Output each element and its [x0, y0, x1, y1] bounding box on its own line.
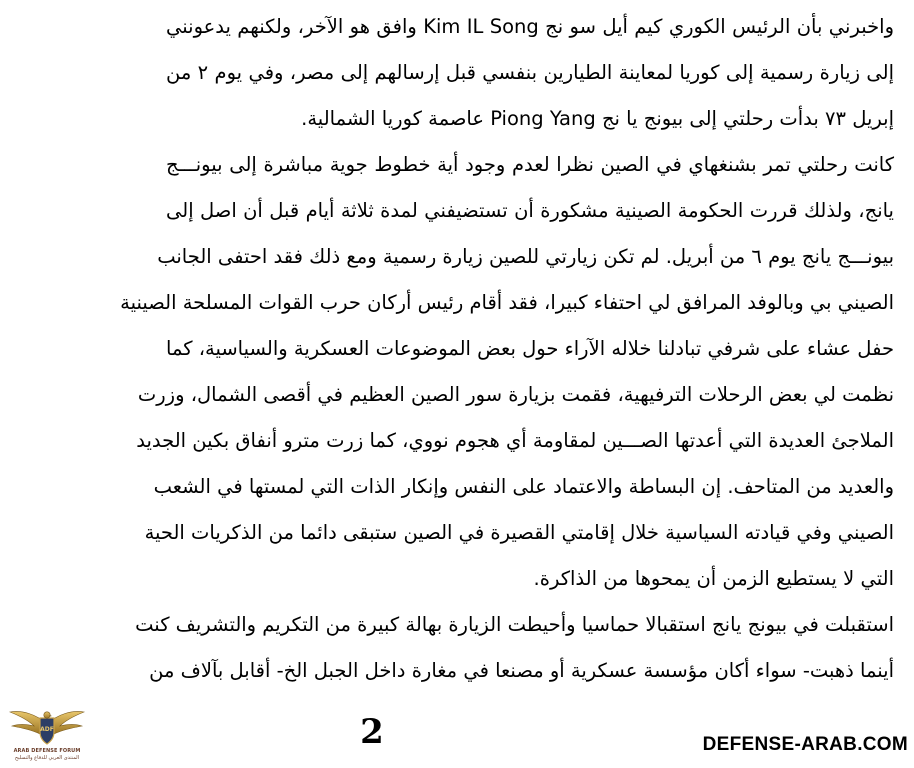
text-line: والعديد من المتاحف. إن البساطة والاعتماد على النفس وإنكار الذات التي لمستها في الشعب: [153, 475, 894, 498]
text-line: بيونـــج يانج يوم ٦ من أبريل. لم تكن زيارتي للصين زيارة رسمية ومع ذلك فقد احتفى الجانب: [157, 245, 894, 268]
text-line: يانج، ولذلك قررت الحكومة الصينية مشكورة أن تستضيفني لمدة ثلاثة أيام قبل أن اصل إلى: [166, 199, 894, 222]
text-line: واخبرني بأن الرئيس الكوري كيم أيل سو نج Kim IL Song وافق هو الآخر، ولكنهم يدعونني: [166, 15, 895, 38]
text-line: الصيني وفي قيادته السياسية خلال إقامتي القصيرة في الصين ستبقى دائما من الذكريات الحية: [144, 521, 894, 544]
text-line: كانت رحلتي تمر بشنغهاي في الصين نظرا لعدم وجود أية خطوط جوية مباشرة إلى بيونـــج: [166, 153, 894, 176]
text-line: إلى زيارة رسمية إلى كوريا لمعاينة الطيارين بنفسي قبل إرسالهم إلى مصر، وفي يوم ٢ من: [166, 61, 894, 84]
eagle-emblem-icon: [6, 702, 88, 750]
svg-text:ADF: ADF: [40, 726, 54, 733]
text-line: إبريل ٧٣ بدأت رحلتي إلى بيونج يا نج Piong Yang عاصمة كوريا الشمالية.: [301, 107, 894, 130]
logo-caption-en: ARAB DEFENSE FORUM: [13, 748, 81, 754]
text-line: الصيني بي وبالوفد المرافق لي احتفاء كبيرا، فقد أقام رئيس أركان حرب القوات المسلحة الصينية: [120, 291, 894, 314]
logo-caption-ar: المنتدى العربي للدفاع والتسليح: [14, 755, 80, 761]
text-line: نظمت لي بعض الرحلات الترفيهية، فقمت بزيارة سور الصين العظيم في أقصى الشمال، وزرت: [137, 383, 894, 406]
text-line: الملاجئ العديدة التي أعدتها الصـــين لمقاومة أي هجوم نووي، كما زرت مترو أنفاق بكين الجديد: [136, 429, 894, 452]
site-url: DEFENSE-ARAB.COM: [702, 734, 908, 755]
text-line: استقبلت في بيونج يانج استقبالا حماسيا وأحيطت الزيارة بهالة كبيرة من التكريم والتشريف كنت: [135, 613, 894, 636]
page-footer: [0, 700, 914, 768]
text-line: التي لا يستطيع الزمن أن يمحوها من الذاكرة.: [533, 567, 894, 590]
text-line: أينما ذهبت- سواء أكان مؤسسة عسكرية أو مصنعا في مغارة داخل الجبل الخ- أقابل بآلاف من: [149, 659, 894, 682]
page-number: 2: [360, 712, 384, 752]
text-line: حفل عشاء على شرفي تبادلنا خلاله الآراء حول بعض الموضوعات العسكرية والسياسية، كما: [166, 337, 894, 360]
